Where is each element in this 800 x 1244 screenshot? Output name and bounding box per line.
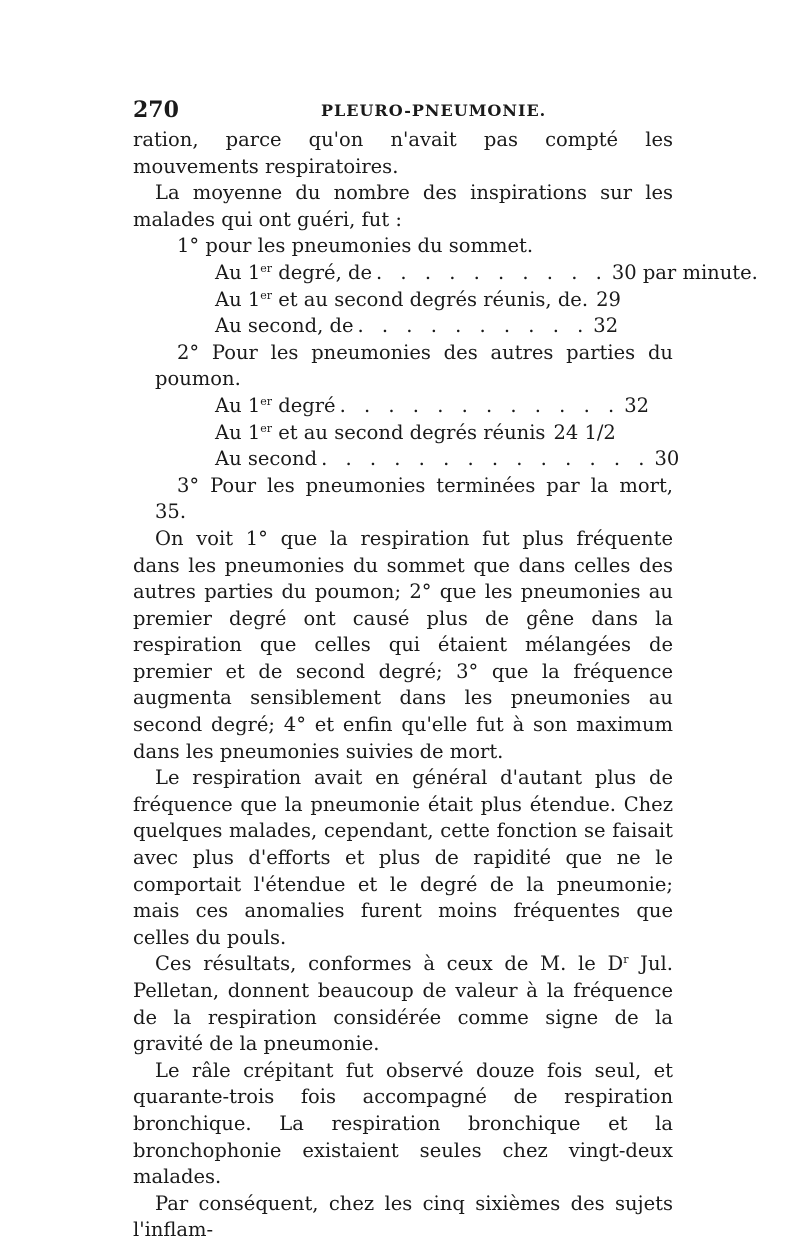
list-item: 1° pour les pneumonies du sommet. (177, 234, 534, 258)
table-row: Au 1er et au second degrés réunis 24 1/2 (215, 420, 616, 444)
list-item: 2° Pour les pneumonies des autres parties du poumon. (155, 340, 673, 391)
paragraph: ration, parce qu'on n'avait pas compté les mouvements respiratoires. (133, 128, 673, 178)
paragraph: On voit 1° que la respiration fut plus fréquente dans les pneumonies du sommet que dans celles des autres parties du poumon; 2° que les pneumonies au premier degré ont causé plus de gêne dans la respiration que celles qui étaient mélangées de premier et de second degré; 3° que la fréquence augmenta sensiblement dans les pneumonies au second degré; 4° et enfin qu'elle fut à son maximum dans les pneumonies suivies de mort. (133, 526, 673, 763)
page-number: 270 (133, 97, 179, 123)
table-row: Au 1er degré . . . . . . . . . . . . 32 (215, 393, 650, 417)
list-item: 3° Pour les pneumonies terminées par la mort, 35. (155, 473, 673, 524)
page-body (133, 127, 758, 1244)
paragraph: La moyenne du nombre des inspirations sur les malades qui ont guéri, fut : (133, 181, 673, 231)
table-row: Au 1er et au second degrés réunis, de. 29 (215, 287, 621, 311)
running-title: PLEURO-PNEUMONIE. (321, 101, 547, 120)
paragraph: Par conséquent, chez les cinq sixièmes des sujets l'inflam- (133, 1191, 673, 1242)
table-row: Au second . . . . . . . . . . . . . . 30 (215, 447, 680, 471)
paragraph: Le respiration avait en général d'autant plus de fréquence que la pneumonie était plus étendue. Chez quelques malades, cependant, cette fonction se faisait avec plus d'efforts et plus de rapidité que ne le comportait l'étendue et le degré de la pneumonie; mais ces anomalies furent moins fréquentes que celles du pouls. (133, 766, 673, 949)
table-row: Au second, de . . . . . . . . . . 32 (215, 314, 619, 338)
table-row: Au 1er degré, de . . . . . . . . . . 30 par minute. (215, 260, 758, 284)
paragraph: Ces résultats, conformes à ceux de M. le $D^r$ Jul. Pelletan, donnent beaucoup de valeur à la fréquence de la respiration considérée comme signe de la gravité de la pneumonie. (133, 952, 673, 1056)
page-header (133, 97, 673, 127)
paragraph: Le râle crépitant fut observé douze fois seul, et quarante-trois fois accompagné de respiration bronchique. La respiration bronchique et la bronchophonie existaient seules chez vingt-deux malades. (133, 1058, 673, 1189)
